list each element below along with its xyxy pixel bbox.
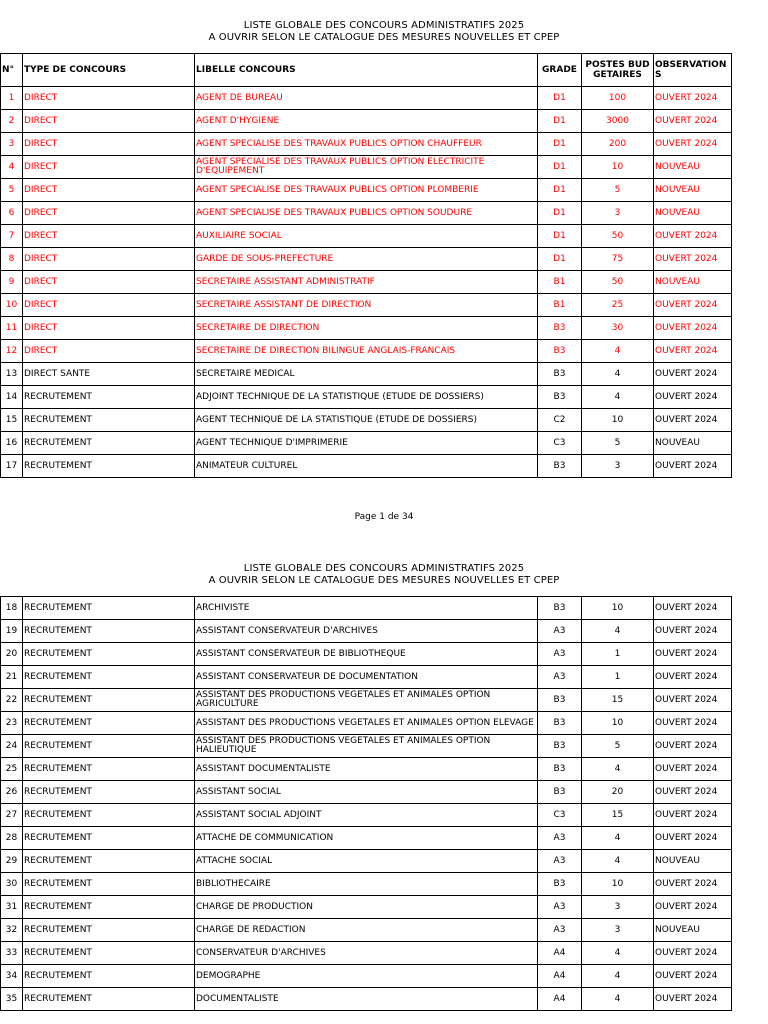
table-row — [1, 432, 732, 455]
row-observation: OUVERT 2024 — [654, 804, 732, 827]
row-grade: A3 — [538, 850, 582, 873]
concours-table-page1 — [0, 53, 732, 478]
row-libelle: ASSISTANT CONSERVATEUR DE DOCUMENTATION — [195, 666, 538, 689]
row-postes: 4 — [582, 965, 654, 988]
row-number: 7 — [1, 225, 23, 248]
row-libelle: AGENT TECHNIQUE D'IMPRIMERIE — [195, 432, 538, 455]
row-libelle: ARCHIVISTE — [195, 597, 538, 620]
row-postes: 4 — [582, 988, 654, 1011]
row-observation: OUVERT 2024 — [654, 689, 732, 712]
row-observation: OUVERT 2024 — [654, 340, 732, 363]
row-libelle: DEMOGRAPHE — [195, 965, 538, 988]
table-row — [1, 110, 732, 133]
row-observation: OUVERT 2024 — [654, 87, 732, 110]
row-postes: 5 — [582, 179, 654, 202]
row-grade: A3 — [538, 827, 582, 850]
row-number: 27 — [1, 804, 23, 827]
col-header-postes: POSTES BUDGETAIRES — [582, 54, 654, 87]
table-row — [1, 317, 732, 340]
row-grade: A4 — [538, 965, 582, 988]
row-grade: B3 — [538, 317, 582, 340]
row-observation: OUVERT 2024 — [654, 597, 732, 620]
row-observation: OUVERT 2024 — [654, 666, 732, 689]
row-type: DIRECT — [23, 271, 195, 294]
row-libelle: ASSISTANT DES PRODUCTIONS VEGETALES ET ANIMALES OPTION HALIEUTIQUE — [195, 735, 538, 758]
table-row — [1, 156, 732, 179]
table-row — [1, 988, 732, 1011]
table-body-page1 — [1, 87, 732, 478]
row-observation: OUVERT 2024 — [654, 896, 732, 919]
row-grade: B3 — [538, 781, 582, 804]
row-type: RECRUTEMENT — [23, 850, 195, 873]
table-row — [1, 225, 732, 248]
table-row — [1, 363, 732, 386]
row-libelle: AGENT D'HYGIENE — [195, 110, 538, 133]
row-type: DIRECT — [23, 248, 195, 271]
row-type: DIRECT — [23, 340, 195, 363]
row-type: DIRECT — [23, 179, 195, 202]
row-observation: OUVERT 2024 — [654, 225, 732, 248]
row-postes: 25 — [582, 294, 654, 317]
row-libelle: SECRETAIRE ASSISTANT ADMINISTRATIF — [195, 271, 538, 294]
row-postes: 4 — [582, 850, 654, 873]
row-postes: 4 — [582, 620, 654, 643]
row-grade: A3 — [538, 666, 582, 689]
row-grade: D1 — [538, 225, 582, 248]
row-postes: 20 — [582, 781, 654, 804]
row-grade: B3 — [538, 363, 582, 386]
page-number: Page 1 de 34 — [354, 512, 414, 522]
row-libelle: DOCUMENTALISTE — [195, 988, 538, 1011]
row-grade: B3 — [538, 712, 582, 735]
row-type: DIRECT SANTE — [23, 363, 195, 386]
table-row — [1, 133, 732, 156]
row-grade: A3 — [538, 919, 582, 942]
table-row — [1, 248, 732, 271]
row-libelle: ASSISTANT DES PRODUCTIONS VEGETALES ET ANIMALES OPTION AGRICULTURE — [195, 689, 538, 712]
row-type: DIRECT — [23, 156, 195, 179]
row-libelle: ASSISTANT SOCIAL — [195, 781, 538, 804]
row-observation: NOUVEAU — [654, 179, 732, 202]
row-number: 14 — [1, 386, 23, 409]
row-postes: 10 — [582, 873, 654, 896]
row-type: RECRUTEMENT — [23, 409, 195, 432]
row-libelle: SECRETAIRE ASSISTANT DE DIRECTION — [195, 294, 538, 317]
row-grade: D1 — [538, 110, 582, 133]
table-body-page2 — [1, 597, 732, 1011]
row-observation: OUVERT 2024 — [654, 735, 732, 758]
table-row — [1, 643, 732, 666]
row-libelle: CHARGE DE PRODUCTION — [195, 896, 538, 919]
row-postes: 15 — [582, 689, 654, 712]
row-number: 26 — [1, 781, 23, 804]
row-observation: OUVERT 2024 — [654, 965, 732, 988]
table-row — [1, 271, 732, 294]
row-number: 9 — [1, 271, 23, 294]
row-number: 22 — [1, 689, 23, 712]
row-grade: D1 — [538, 156, 582, 179]
row-number: 10 — [1, 294, 23, 317]
table-row — [1, 689, 732, 712]
table-row — [1, 804, 732, 827]
row-grade: B3 — [538, 455, 582, 478]
row-observation: OUVERT 2024 — [654, 873, 732, 896]
row-libelle: AGENT SPECIALISE DES TRAVAUX PUBLICS OPTION CHAUFFEUR — [195, 133, 538, 156]
title-line-1: LISTE GLOBALE DES CONCOURS ADMINISTRATIFS 2025 — [243, 563, 525, 574]
row-type: RECRUTEMENT — [23, 689, 195, 712]
row-postes: 10 — [582, 409, 654, 432]
table-row — [1, 179, 732, 202]
row-number: 13 — [1, 363, 23, 386]
row-observation: OUVERT 2024 — [654, 363, 732, 386]
row-type: DIRECT — [23, 133, 195, 156]
row-type: DIRECT — [23, 225, 195, 248]
table-row — [1, 294, 732, 317]
row-postes: 5 — [582, 432, 654, 455]
row-libelle: BIBLIOTHECAIRE — [195, 873, 538, 896]
table-row — [1, 942, 732, 965]
col-header-grade: GRADE — [538, 54, 582, 87]
row-grade: A4 — [538, 942, 582, 965]
row-number: 5 — [1, 179, 23, 202]
row-number: 8 — [1, 248, 23, 271]
row-postes: 200 — [582, 133, 654, 156]
row-libelle: ASSISTANT DES PRODUCTIONS VEGETALES ET ANIMALES OPTION ELEVAGE — [195, 712, 538, 735]
row-type: DIRECT — [23, 317, 195, 340]
row-number: 1 — [1, 87, 23, 110]
row-type: DIRECT — [23, 294, 195, 317]
row-postes: 4 — [582, 340, 654, 363]
row-observation: OUVERT 2024 — [654, 248, 732, 271]
row-number: 17 — [1, 455, 23, 478]
title-line-1: LISTE GLOBALE DES CONCOURS ADMINISTRATIFS 2025 — [243, 20, 525, 31]
row-grade: A4 — [538, 988, 582, 1011]
row-postes: 10 — [582, 712, 654, 735]
row-type: RECRUTEMENT — [23, 827, 195, 850]
row-postes: 100 — [582, 87, 654, 110]
row-postes: 3 — [582, 202, 654, 225]
row-grade: B3 — [538, 340, 582, 363]
row-type: DIRECT — [23, 202, 195, 225]
row-number: 6 — [1, 202, 23, 225]
table-header-row — [1, 54, 732, 87]
row-observation: OUVERT 2024 — [654, 942, 732, 965]
row-postes: 3 — [582, 455, 654, 478]
row-type: RECRUTEMENT — [23, 942, 195, 965]
row-grade: D1 — [538, 179, 582, 202]
row-grade: D1 — [538, 248, 582, 271]
row-observation: OUVERT 2024 — [654, 133, 732, 156]
table-row — [1, 202, 732, 225]
row-grade: C3 — [538, 432, 582, 455]
row-number: 23 — [1, 712, 23, 735]
row-observation: NOUVEAU — [654, 850, 732, 873]
row-number: 33 — [1, 942, 23, 965]
table-row — [1, 620, 732, 643]
row-observation: OUVERT 2024 — [654, 988, 732, 1011]
row-number: 18 — [1, 597, 23, 620]
row-observation: OUVERT 2024 — [654, 294, 732, 317]
row-number: 35 — [1, 988, 23, 1011]
row-postes: 4 — [582, 942, 654, 965]
title-line-2: A OUVRIR SELON LE CATALOGUE DES MESURES NOUVELLES ET CPEP — [208, 575, 560, 586]
row-postes: 3 — [582, 896, 654, 919]
row-libelle: AGENT DE BUREAU — [195, 87, 538, 110]
row-postes: 50 — [582, 225, 654, 248]
row-number: 15 — [1, 409, 23, 432]
col-header-observation: OBSERVATIONS — [654, 54, 732, 87]
row-observation: NOUVEAU — [654, 156, 732, 179]
row-postes: 75 — [582, 248, 654, 271]
row-number: 4 — [1, 156, 23, 179]
row-number: 28 — [1, 827, 23, 850]
row-observation: NOUVEAU — [654, 202, 732, 225]
row-number: 3 — [1, 133, 23, 156]
row-postes: 3000 — [582, 110, 654, 133]
table-row — [1, 597, 732, 620]
col-header-num: N° — [1, 54, 23, 87]
row-postes: 1 — [582, 643, 654, 666]
table-row — [1, 409, 732, 432]
row-postes: 50 — [582, 271, 654, 294]
row-grade: D1 — [538, 87, 582, 110]
row-libelle: CHARGE DE REDACTION — [195, 919, 538, 942]
row-type: RECRUTEMENT — [23, 965, 195, 988]
row-number: 34 — [1, 965, 23, 988]
row-observation: NOUVEAU — [654, 432, 732, 455]
row-grade: B3 — [538, 735, 582, 758]
row-observation: OUVERT 2024 — [654, 455, 732, 478]
row-observation: OUVERT 2024 — [654, 620, 732, 643]
row-type: RECRUTEMENT — [23, 988, 195, 1011]
row-type: RECRUTEMENT — [23, 735, 195, 758]
row-libelle: AGENT TECHNIQUE DE LA STATISTIQUE (ETUDE DE DOSSIERS) — [195, 409, 538, 432]
row-observation: OUVERT 2024 — [654, 386, 732, 409]
row-observation: NOUVEAU — [654, 271, 732, 294]
row-grade: B1 — [538, 294, 582, 317]
table-row — [1, 919, 732, 942]
row-type: DIRECT — [23, 87, 195, 110]
table-row — [1, 781, 732, 804]
row-type: RECRUTEMENT — [23, 386, 195, 409]
row-postes: 4 — [582, 363, 654, 386]
row-observation: OUVERT 2024 — [654, 317, 732, 340]
row-type: RECRUTEMENT — [23, 804, 195, 827]
row-number: 2 — [1, 110, 23, 133]
col-header-type: TYPE DE CONCOURS — [23, 54, 195, 87]
row-libelle: ANIMATEUR CULTUREL — [195, 455, 538, 478]
row-libelle: GARDE DE SOUS-PREFECTURE — [195, 248, 538, 271]
row-postes: 10 — [582, 597, 654, 620]
row-libelle: ASSISTANT SOCIAL ADJOINT — [195, 804, 538, 827]
table-row — [1, 758, 732, 781]
row-type: RECRUTEMENT — [23, 758, 195, 781]
row-number: 25 — [1, 758, 23, 781]
row-type: RECRUTEMENT — [23, 455, 195, 478]
row-observation: OUVERT 2024 — [654, 827, 732, 850]
row-number: 16 — [1, 432, 23, 455]
table-row — [1, 965, 732, 988]
row-number: 21 — [1, 666, 23, 689]
row-observation: OUVERT 2024 — [654, 781, 732, 804]
row-observation: OUVERT 2024 — [654, 712, 732, 735]
row-observation: OUVERT 2024 — [654, 643, 732, 666]
row-grade: B1 — [538, 271, 582, 294]
table-row — [1, 340, 732, 363]
row-type: DIRECT — [23, 110, 195, 133]
row-libelle: AGENT SPECIALISE DES TRAVAUX PUBLICS OPTION SOUDURE — [195, 202, 538, 225]
row-type: RECRUTEMENT — [23, 712, 195, 735]
row-number: 29 — [1, 850, 23, 873]
row-libelle: AUXILIAIRE SOCIAL — [195, 225, 538, 248]
row-libelle: SECRETAIRE DE DIRECTION — [195, 317, 538, 340]
row-grade: B3 — [538, 873, 582, 896]
table-row — [1, 873, 732, 896]
row-postes: 3 — [582, 919, 654, 942]
row-postes: 4 — [582, 386, 654, 409]
row-grade: B3 — [538, 689, 582, 712]
row-grade: C2 — [538, 409, 582, 432]
row-number: 30 — [1, 873, 23, 896]
row-libelle: AGENT SPECIALISE DES TRAVAUX PUBLICS OPTION PLOMBERIE — [195, 179, 538, 202]
row-number: 12 — [1, 340, 23, 363]
table-row — [1, 896, 732, 919]
row-type: RECRUTEMENT — [23, 919, 195, 942]
row-type: RECRUTEMENT — [23, 781, 195, 804]
row-postes: 15 — [582, 804, 654, 827]
row-libelle: SECRETAIRE MEDICAL — [195, 363, 538, 386]
row-type: RECRUTEMENT — [23, 597, 195, 620]
row-libelle: SECRETAIRE DE DIRECTION BILINGUE ANGLAIS-FRANCAIS — [195, 340, 538, 363]
row-number: 24 — [1, 735, 23, 758]
table-row — [1, 666, 732, 689]
row-type: RECRUTEMENT — [23, 896, 195, 919]
row-postes: 4 — [582, 827, 654, 850]
row-number: 32 — [1, 919, 23, 942]
table-row — [1, 87, 732, 110]
row-observation: OUVERT 2024 — [654, 758, 732, 781]
row-grade: D1 — [538, 133, 582, 156]
row-observation: NOUVEAU — [654, 919, 732, 942]
table-row — [1, 455, 732, 478]
table-row — [1, 827, 732, 850]
row-libelle: ATTACHE SOCIAL — [195, 850, 538, 873]
table-row — [1, 850, 732, 873]
row-libelle: ASSISTANT CONSERVATEUR D'ARCHIVES — [195, 620, 538, 643]
row-type: RECRUTEMENT — [23, 620, 195, 643]
table-row — [1, 712, 732, 735]
row-libelle: ASSISTANT CONSERVATEUR DE BIBLIOTHEQUE — [195, 643, 538, 666]
table-row — [1, 735, 732, 758]
row-grade: B3 — [538, 597, 582, 620]
row-grade: A3 — [538, 620, 582, 643]
row-grade: D1 — [538, 202, 582, 225]
page1-title — [0, 20, 768, 44]
row-libelle: ATTACHE DE COMMUNICATION — [195, 827, 538, 850]
row-grade: A3 — [538, 896, 582, 919]
row-postes: 5 — [582, 735, 654, 758]
row-type: RECRUTEMENT — [23, 432, 195, 455]
row-type: RECRUTEMENT — [23, 666, 195, 689]
row-grade: C3 — [538, 804, 582, 827]
row-observation: OUVERT 2024 — [654, 409, 732, 432]
row-number: 31 — [1, 896, 23, 919]
concours-table-page2 — [0, 596, 732, 1011]
col-header-libelle: LIBELLE CONCOURS — [195, 54, 538, 87]
table-row — [1, 386, 732, 409]
row-grade: B3 — [538, 758, 582, 781]
row-libelle: CONSERVATEUR D'ARCHIVES — [195, 942, 538, 965]
row-postes: 30 — [582, 317, 654, 340]
row-libelle: AGENT SPECIALISE DES TRAVAUX PUBLICS OPTION ELECTRICITE D'EQUIPEMENT — [195, 156, 538, 179]
row-number: 11 — [1, 317, 23, 340]
row-type: RECRUTEMENT — [23, 873, 195, 896]
row-grade: B3 — [538, 386, 582, 409]
row-grade: A3 — [538, 643, 582, 666]
page2-title — [0, 563, 768, 587]
row-type: RECRUTEMENT — [23, 643, 195, 666]
row-postes: 10 — [582, 156, 654, 179]
row-libelle: ASSISTANT DOCUMENTALISTE — [195, 758, 538, 781]
row-number: 19 — [1, 620, 23, 643]
row-number: 20 — [1, 643, 23, 666]
row-observation: OUVERT 2024 — [654, 110, 732, 133]
row-postes: 4 — [582, 758, 654, 781]
title-line-2: A OUVRIR SELON LE CATALOGUE DES MESURES NOUVELLES ET CPEP — [208, 32, 560, 43]
row-libelle: ADJOINT TECHNIQUE DE LA STATISTIQUE (ETUDE DE DOSSIERS) — [195, 386, 538, 409]
row-postes: 1 — [582, 666, 654, 689]
